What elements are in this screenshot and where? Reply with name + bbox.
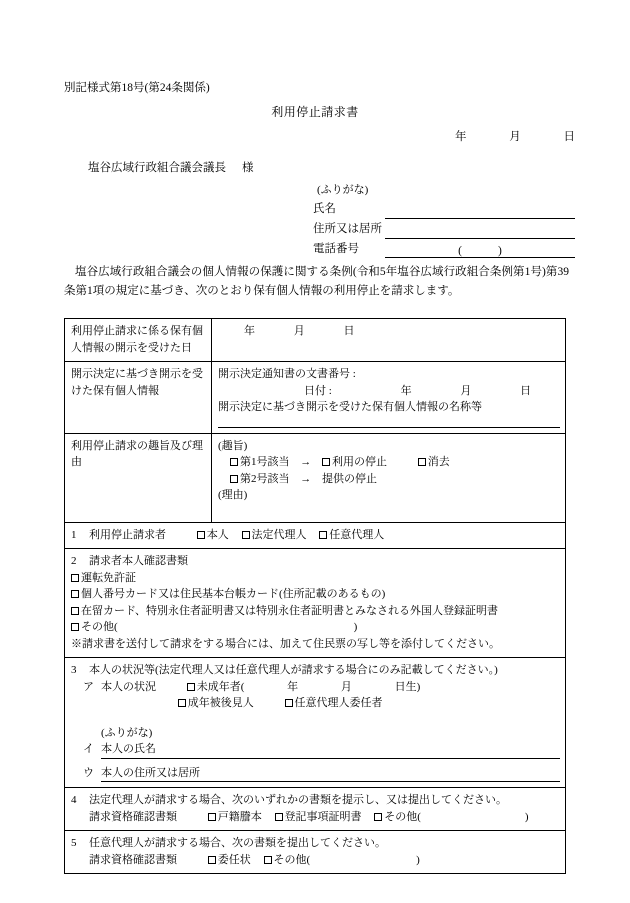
row3-item-a-line1 [101, 679, 560, 696]
addressee-honorific: 様 [242, 162, 254, 174]
row3-item-a [83, 679, 560, 712]
checkbox-registration-certificate[interactable] [275, 813, 283, 821]
row1-number: 1 [71, 528, 77, 541]
row3-furigana-label: (ふりがな) [101, 726, 153, 739]
checkbox-item2[interactable] [230, 475, 238, 483]
tel-paren-open: ( [458, 244, 462, 257]
arrow-icon-item2: → [300, 472, 312, 485]
applicant-info-block [313, 182, 575, 260]
disclosed-doc-number-line: 開示決定通知書の文書番号 : [218, 368, 356, 380]
row4-opt3-label: その他( [384, 810, 421, 823]
row3-item-c-input[interactable] [200, 767, 560, 782]
checkbox-item1[interactable] [230, 458, 238, 466]
table-row-3 [65, 658, 566, 788]
arrow-icon-item1: → [300, 456, 312, 468]
applicant-furigana-label: (ふりがな) [317, 184, 369, 196]
row5-title: 任意代理人が請求する場合、次の書類を提出してください。 [89, 837, 386, 849]
row3-item-b-input[interactable] [156, 744, 560, 759]
row3-minor-day: 日生) [394, 680, 421, 693]
purpose-item2-line [230, 471, 560, 488]
reason-write-area[interactable] [218, 504, 560, 517]
row3-minor-birthdate[interactable] [247, 679, 420, 696]
row3-item-c-marker: ウ [83, 766, 94, 779]
row1-opt3-label: 任意代理人 [329, 528, 385, 541]
checkbox-legal-representative[interactable] [242, 531, 250, 539]
row3-voluntary-delegator-label: 任意代理人委任者 [294, 697, 383, 709]
row3-minor-label: 未成年者( [196, 680, 245, 693]
reason-heading: (理由) [218, 489, 248, 501]
checkbox-row4-other[interactable] [374, 813, 382, 821]
row2-opt4-label: その他( [81, 621, 118, 633]
row3-item-b-label: 本人の氏名 [101, 741, 156, 759]
row3-number: 3 [71, 664, 77, 676]
row1-title: 利用停止請求者 [89, 528, 166, 541]
row4-title: 法定代理人が請求する場合、次のいずれかの書類を提示し、又は提出してください。 [89, 794, 507, 806]
submission-date-year: 年 [455, 131, 467, 143]
statute-paragraph [64, 263, 569, 301]
checkbox-stop-use[interactable] [322, 458, 330, 466]
checkbox-self[interactable] [197, 531, 205, 539]
row4-opt1-label: 戸籍謄本 [217, 810, 262, 823]
purpose-item2-result-label: 提供の停止 [322, 472, 377, 485]
purpose-item2-label: 第2号該当 [240, 472, 290, 485]
table-row-disclosed-info [65, 362, 566, 434]
applicant-name-row [313, 201, 575, 219]
row3-title: 本人の状況等(法定代理人又は任意代理人が請求する場合にのみ記載してください。) [89, 664, 498, 676]
submission-date-month: 月 [509, 131, 521, 143]
row5-doc-label: 請求資格確認書類 [89, 853, 177, 866]
disclosed-date-label: 日付 : [304, 384, 332, 397]
row1-opt2-label: 法定代理人 [251, 528, 307, 541]
checkbox-row5-other[interactable] [264, 856, 272, 864]
purpose-item1-opt2-label: 消去 [427, 456, 450, 468]
applicant-name-label: 氏名 [313, 203, 336, 216]
applicant-tel-label: 電話番号 [313, 242, 359, 255]
row5-opt2-close: ) [416, 853, 420, 866]
row1-body [89, 527, 560, 544]
row2-body [89, 553, 560, 570]
row3-item-b [83, 741, 560, 759]
request-details-table [64, 318, 566, 874]
tel-paren-close: ) [498, 244, 502, 257]
disclosed-info-value[interactable] [212, 362, 566, 434]
row2-number: 2 [71, 555, 77, 567]
applicant-address-input[interactable] [385, 225, 575, 239]
row5-opt1-label: 委任状 [217, 853, 251, 866]
table-row-2 [65, 549, 566, 658]
row2-option-residence-card [71, 603, 560, 620]
row5-options [89, 852, 560, 869]
purpose-item1-line [230, 454, 560, 471]
addressee-line [88, 160, 254, 178]
row3-item-c-label: 本人の住所又は居所 [101, 765, 200, 783]
row3-minor-year: 年 [287, 680, 299, 693]
table-row-1 [65, 522, 566, 549]
disclosed-info-label: 開示決定に基づき開示を受けた保有個人情報 [65, 362, 212, 434]
row2-note: ※請求書を送付して請求をする場合には、加えて住民票の写し等を添付してください。 [71, 637, 500, 650]
checkbox-power-of-attorney[interactable] [208, 856, 216, 864]
purpose-heading: (趣旨) [218, 439, 248, 452]
checkbox-drivers-license[interactable] [71, 574, 79, 582]
row4-options [89, 809, 560, 826]
table-row-purpose [65, 433, 566, 522]
disclosure-date-year: 年 [244, 325, 255, 337]
row5-opt2-label: その他( [273, 853, 311, 866]
disclosed-info-write-rule[interactable] [218, 418, 560, 428]
row1-cell[interactable] [65, 522, 566, 549]
disclosed-date-day: 日 [520, 384, 532, 397]
row3-adult-ward-label: 成年被後見人 [187, 697, 254, 709]
row2-opt3-label: 在留カード、特別永住者証明書又は特別永住者証明書とみなされる外国人登録証明書 [81, 604, 499, 617]
disclosure-date-month: 月 [293, 325, 305, 337]
row4-number: 4 [71, 794, 77, 806]
row3-minor-month: 月 [340, 680, 352, 693]
applicant-address-label: 住所又は居所 [313, 222, 382, 235]
applicant-address-row [313, 221, 575, 239]
purpose-item1-opt1-label: 利用の停止 [332, 456, 387, 468]
row3-cell[interactable] [65, 658, 566, 788]
disclosed-date-year: 年 [400, 384, 412, 397]
row4-opt2-label: 登記事項証明書 [284, 810, 362, 823]
disclosure-date-day: 日 [343, 325, 355, 337]
row2-opt1-label: 運転免許証 [81, 571, 136, 584]
applicant-tel-row [313, 241, 575, 259]
table-row-5 [65, 831, 566, 874]
purpose-label: 利用停止請求の趣旨及び理由 [65, 433, 212, 522]
row3-item-c [83, 765, 560, 783]
row2-opt2-label: 個人番号カード又は住民基本台帳カード(住所記載のあるもの) [81, 588, 386, 600]
submission-date-day: 日 [563, 131, 575, 143]
row1-opt1-label: 本人 [206, 528, 229, 541]
statute-text: 塩谷広域行政組合議会の個人情報の保護に関する条例(令和5年塩谷広域行政組合条例第1号)第39条第1項の規定に基づき、次のとおり保有個人情報の利用停止を請求します。 [64, 266, 569, 297]
row2-option-other [71, 619, 560, 636]
addressee-name: 塩谷広域行政組合議会議長 [88, 162, 226, 174]
row5-cell[interactable] [65, 831, 566, 874]
disclosed-info-name-line: 開示決定に基づき開示を受けた保有個人情報の名称等 [218, 401, 482, 413]
purpose-value[interactable] [212, 433, 566, 522]
checkbox-erase[interactable] [418, 458, 426, 466]
disclosure-date-label: 利用停止請求に係る保有個人情報の開示を受けた日 [65, 319, 212, 362]
checkbox-mynumber-card[interactable] [71, 590, 79, 598]
row2-title: 請求者本人確認書類 [89, 555, 188, 567]
checkbox-voluntary-delegator[interactable] [285, 699, 293, 707]
document-title: 利用停止請求書 [271, 105, 359, 119]
row2-opt4-close: ) [353, 621, 358, 633]
disclosed-date-month: 月 [460, 384, 472, 397]
row3-item-b-marker: イ [83, 743, 94, 755]
row4-opt3-close: ) [524, 810, 529, 823]
checkbox-residence-card[interactable] [71, 607, 79, 615]
row4-doc-label: 請求資格確認書類 [89, 810, 177, 823]
table-row-4 [65, 788, 566, 831]
applicant-tel-input[interactable] [385, 244, 575, 258]
disclosure-date-value[interactable] [212, 319, 566, 362]
row5-number: 5 [71, 837, 77, 849]
disclosed-date-line [304, 383, 560, 400]
row2-option-drivers-license [71, 570, 560, 587]
checkbox-adult-ward[interactable] [178, 699, 186, 707]
row2-option-mynumber-card [71, 586, 560, 603]
row3-item-a-label: 本人の状況 [101, 680, 156, 693]
row2-cell[interactable] [65, 549, 566, 658]
form-number: 別記様式第18号(第24条関係) [64, 82, 210, 94]
row3-furigana-row [83, 725, 560, 742]
checkbox-voluntary-representative[interactable] [319, 531, 327, 539]
row3-item-a-line2 [101, 695, 560, 712]
checkbox-other-document[interactable] [71, 623, 79, 631]
checkbox-family-register[interactable] [208, 813, 216, 821]
applicant-name-input[interactable] [385, 205, 575, 219]
row3-item-a-marker: ア [83, 680, 94, 693]
purpose-item1-label: 第1号該当 [240, 456, 290, 468]
checkbox-minor[interactable] [187, 683, 195, 691]
table-row-disclosure-date [65, 319, 566, 362]
row4-cell[interactable] [65, 788, 566, 831]
submission-date-line [455, 129, 575, 147]
